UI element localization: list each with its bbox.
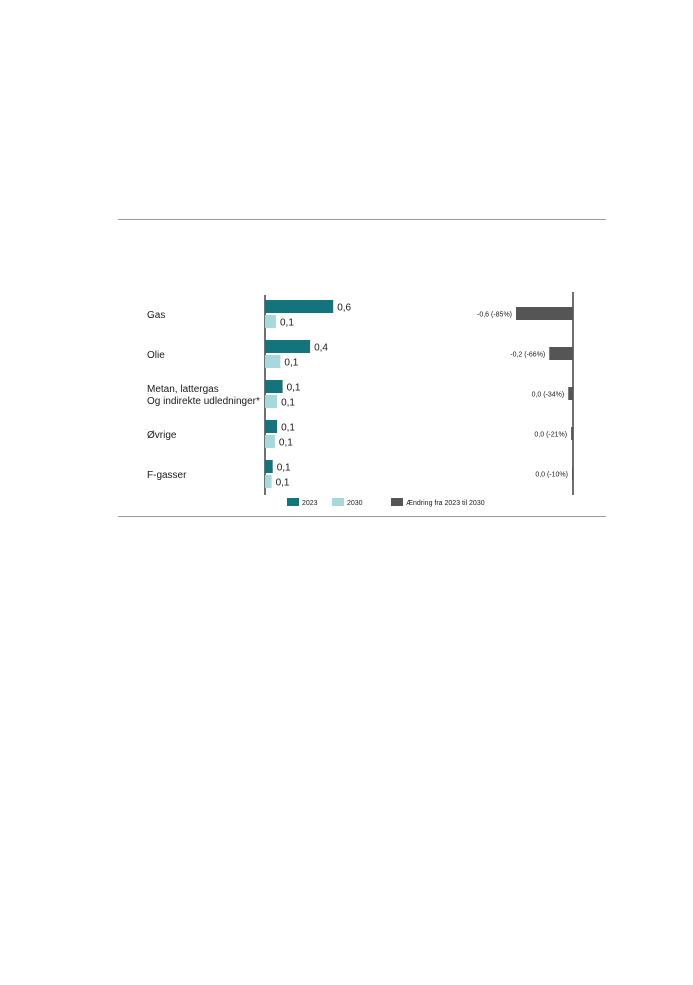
change-bar (516, 307, 573, 320)
category-label: F-gasser (147, 470, 187, 481)
data-label-2023: 0,4 (314, 342, 329, 354)
change-bar (549, 347, 573, 360)
category-label: Gas (147, 310, 166, 321)
bar-2023 (265, 380, 283, 393)
bar-2030 (265, 395, 277, 408)
legend-change-swatch (391, 498, 403, 506)
bar-2030 (265, 355, 280, 368)
data-label-2030: 0,1 (275, 477, 290, 489)
bar-2030 (265, 475, 272, 488)
category-label: Metan, lattergas Og indirekte udledninger* (147, 384, 260, 407)
category-label: Øvrige (147, 430, 177, 441)
bar-2023 (265, 460, 273, 473)
legend-2023-swatch (287, 498, 299, 506)
change-bar (572, 467, 573, 480)
change-label: 0,0 (-34%) (531, 391, 565, 399)
bar-2023 (265, 420, 277, 433)
data-label-2030: 0,1 (280, 317, 294, 329)
legend-2023-label: 2023 (302, 500, 318, 507)
change-label: -0,2 (-66%) (510, 351, 546, 359)
change-label: 0,0 (-21%) (534, 431, 568, 439)
bar-2030 (265, 315, 276, 328)
data-label-2023: 0,1 (276, 462, 291, 474)
legend-change-label: Ændring fra 2023 til 2030 (406, 500, 485, 507)
change-label: -0,6 (-85%) (476, 311, 512, 319)
bar-2023 (265, 300, 333, 313)
data-label-2023: 0,1 (281, 422, 296, 434)
data-label-2030: 0,1 (284, 357, 299, 369)
data-label-2030: 0,1 (281, 397, 296, 409)
change-bar (568, 387, 573, 400)
legend-2030-swatch (332, 498, 344, 506)
legend-2030-label: 2030 (347, 500, 363, 507)
data-label-2023: 0,1 (286, 382, 301, 394)
change-bar (571, 427, 573, 440)
data-label-2023: 0,6 (337, 302, 352, 314)
bar-2030 (265, 435, 275, 448)
data-label-2030: 0,1 (278, 437, 293, 449)
bar-2023 (265, 340, 310, 353)
category-label: Olie (147, 350, 165, 361)
change-label: 0,0 (-10%) (535, 471, 568, 479)
